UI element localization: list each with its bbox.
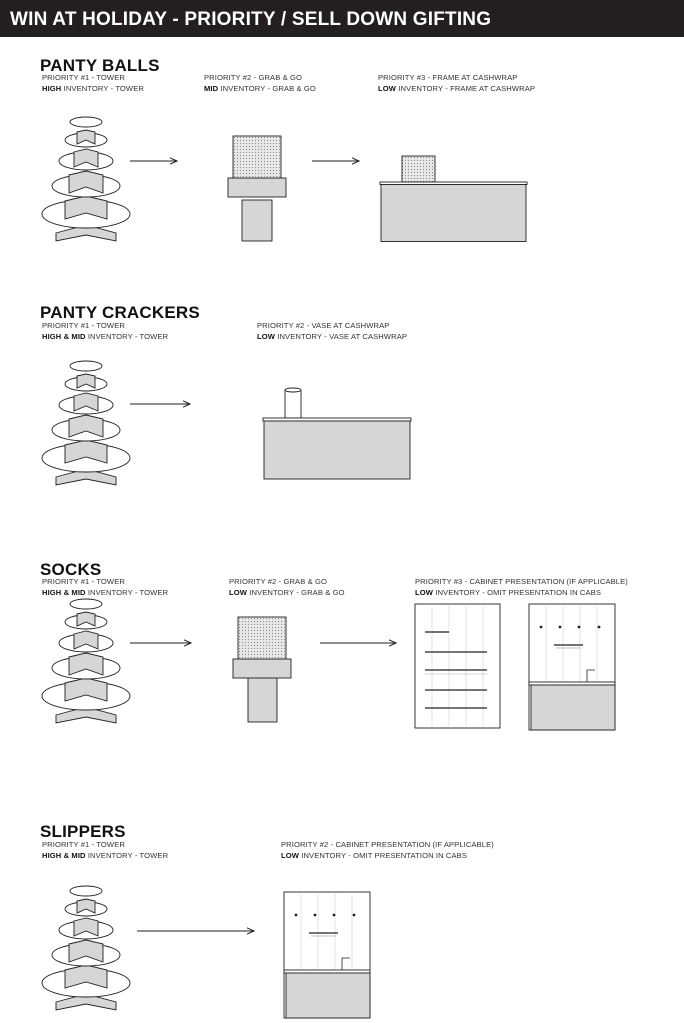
vase-at-cashwrap-icon <box>263 388 411 479</box>
tower-icon <box>42 886 130 1010</box>
cabinet-presentation-icon <box>529 604 615 730</box>
section-title-socks: SOCKS <box>40 560 102 579</box>
slippers-priority-2-caption: PRIORITY #2 - CABINET PRESENTATION (IF APPLICABLE) LOW INVENTORY - OMIT PRESENTATION IN CABS <box>281 840 494 860</box>
section-title-panty-balls: PANTY BALLS <box>40 56 160 75</box>
tower-icon <box>42 361 130 485</box>
frame-at-cashwrap-icon <box>380 156 527 242</box>
panty-crackers-priority-1-caption: PRIORITY #1 - TOWER HIGH & MID INVENTORY - TOWER <box>42 321 169 341</box>
panty-crackers-priority-2-caption: PRIORITY #2 - VASE AT CASHWRAP LOW INVENTORY - VASE AT CASHWRAP <box>257 321 408 341</box>
slippers-priority-1-caption: PRIORITY #1 - TOWER HIGH & MID INVENTORY - TOWER <box>42 840 169 860</box>
page-title: WIN AT HOLIDAY - PRIORITY / SELL DOWN GIFTING <box>10 9 492 30</box>
socks-priority-3-caption: PRIORITY #3 - CABINET PRESENTATION (IF APPLICABLE) LOW INVENTORY - OMIT PRESENTATION IN CABS <box>415 577 628 597</box>
cabinet-presentation-icon <box>284 892 370 1018</box>
grab-and-go-icon <box>233 617 291 722</box>
grab-and-go-icon <box>228 136 286 241</box>
tower-icon <box>42 599 130 723</box>
cabinet-shelves-icon <box>415 604 500 728</box>
socks-priority-2-caption: PRIORITY #2 - GRAB & GO LOW INVENTORY - GRAB & GO <box>229 577 345 597</box>
tower-icon <box>42 117 130 241</box>
panty-balls-priority-1-caption: PRIORITY #1 - TOWER HIGH INVENTORY - TOWER <box>42 73 144 93</box>
section-title-slippers: SLIPPERS <box>40 822 126 841</box>
panty-balls-priority-2-caption: PRIORITY #2 - GRAB & GO MID INVENTORY - GRAB & GO <box>204 73 316 93</box>
panty-balls-priority-3-caption: PRIORITY #3 - FRAME AT CASHWRAP LOW INVENTORY - FRAME AT CASHWRAP <box>378 73 536 93</box>
socks-priority-1-caption: PRIORITY #1 - TOWER HIGH & MID INVENTORY - TOWER <box>42 577 169 597</box>
section-title-panty-crackers: PANTY CRACKERS <box>40 303 200 322</box>
